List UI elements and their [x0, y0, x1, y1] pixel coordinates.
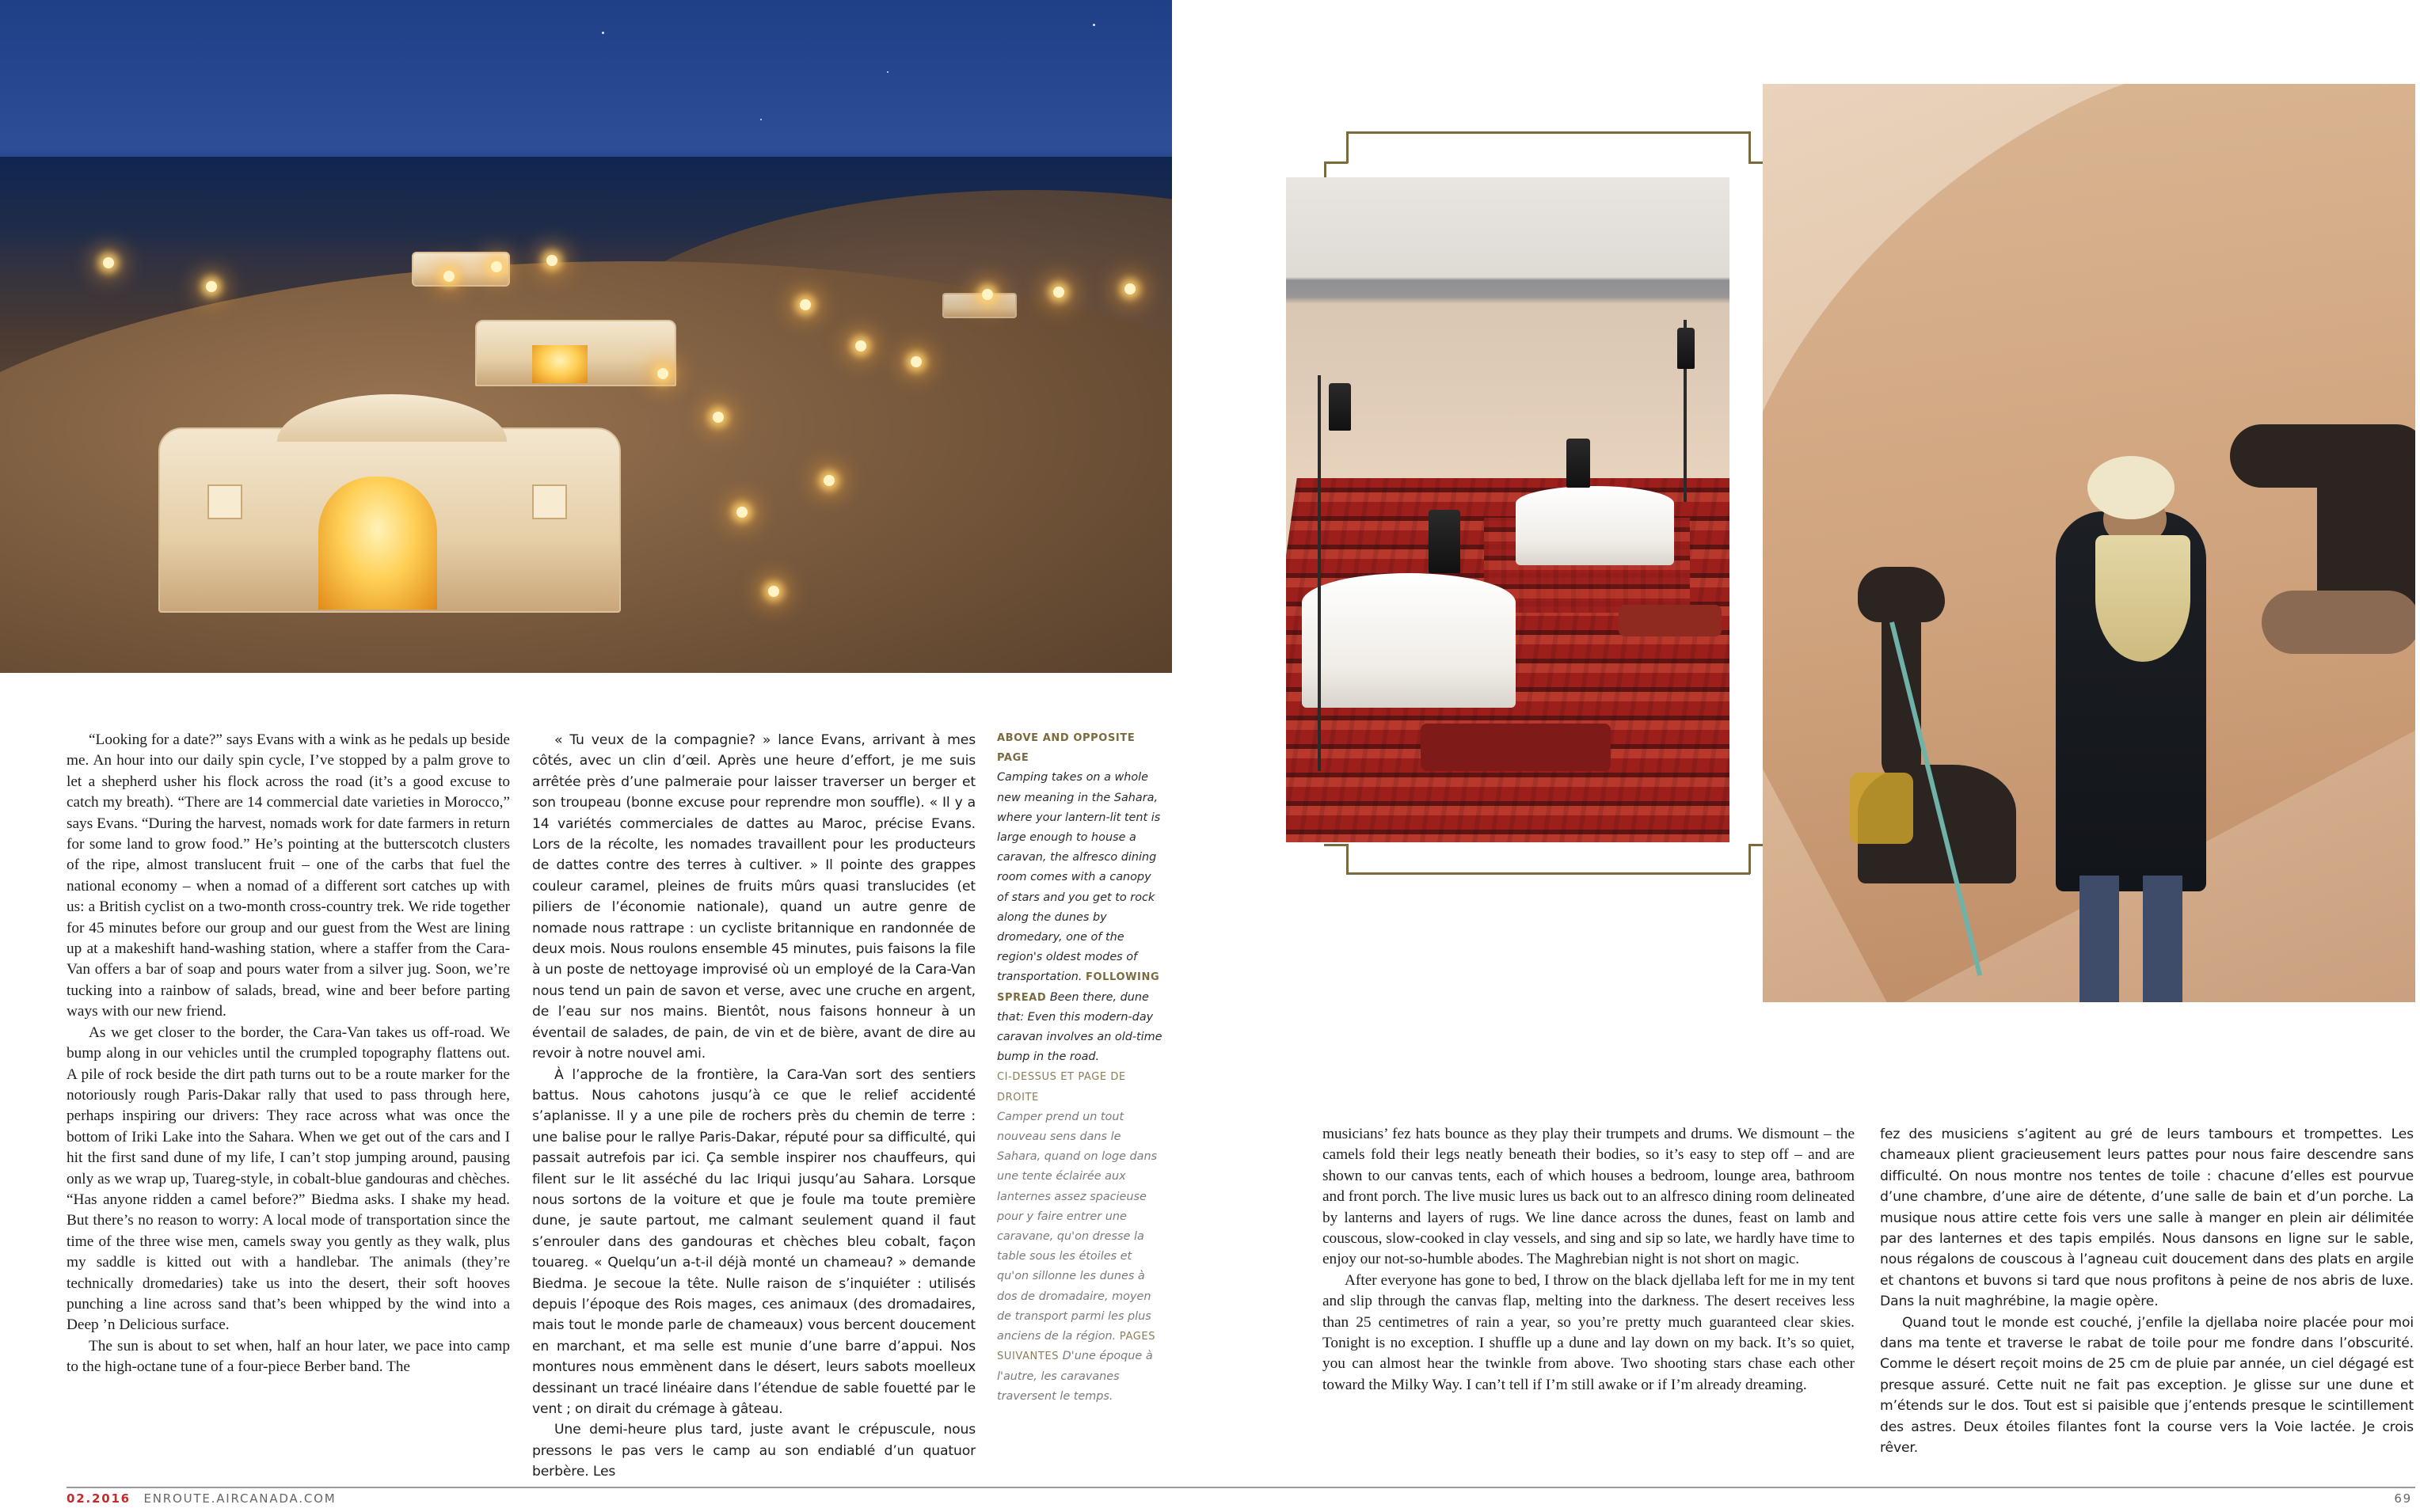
tent-door — [532, 345, 588, 383]
tent-window — [532, 484, 567, 519]
paragraph: « Tu veux de la compagnie? » lance Evans, arrivant à mes côtés, avec un clin d’œil. Après une heure d’effort, je me suis arrêtée près d’une palmeraie pour laisser traverser un berger et son troupeau (bonne excuse pour reprendre mon souffle). « Il y a 14 variétés commerciales de dattes au Maroc, précise Evans. Lors de la récolte, les nomades travaillent pour les producteurs de dattes contre des terres à cultiver. » Il pointe des grappes couleur caramel, pleines de fruits mûrs quasi translucides (et piliers de l’économie nationale), quand un autre genre de nomade nous rattrape : un cycliste britannique en randonnée de deux mois. Nous roulons ensemble 45 minutes, puis faisons la file à un poste de nettoyage improvisé où un employé de la Cara-Van nous tend un pain de savon et verse, avec une cruche en argent, de l’eau sur nos mains. Bientôt, nous faisons honneur à un éventail de salades, de pain, de vin et de bière, avant de dire au revoir à notre nouvel ami. — [532, 732, 976, 1062]
lantern-icon — [1566, 439, 1590, 488]
herder-leg — [2143, 876, 2182, 1002]
tent-window — [207, 484, 242, 519]
camel-head — [1858, 567, 1945, 622]
star — [1093, 24, 1095, 26]
frame-line-corner — [1324, 161, 1326, 177]
herder-scarf — [2095, 535, 2190, 662]
footer-left — [67, 1491, 336, 1506]
floor-cushion — [1421, 724, 1611, 771]
lantern-light — [736, 507, 748, 518]
footer-rule — [67, 1487, 2415, 1488]
lantern-light — [1053, 287, 1064, 298]
lantern-light — [103, 257, 114, 268]
paragraph: As we get closer to the border, the Cara-Van takes us off-road. We bump along in our vehicles until the crumpled topography flattens out. A pile of rock beside the dirt path turns out to be a route marker for the notoriously rough Paris-Dakar rally that used to pass through here, perhaps inspiring our drivers: They race across what was once the bottom of Iriki Lake into the Sahara. When we get out of the cars and I hit the first sand dune of my life, I can’t stop jumping around, pausing only as we wrap up, Tuareg-style, in cobalt-blue gandouras and chèches. “Has anyone ridden a camel before?” Biedma asks. I shake my head. But there’s no reason to worry: A local mode of transportation since the time of the three wise men, camels sway you gently as they walk, plus my saddle is kitted out with a handlebar. The animals (they’re technically dromedaries) take us into the desert, their soft hooves punching a line across sand that’s been whipped by the wind into a Deep ’n Delicious surface. — [67, 1024, 510, 1334]
frame-line-corner — [1748, 844, 1751, 874]
lantern-pole — [1318, 375, 1321, 771]
lantern-light — [206, 281, 217, 292]
caption-body-fr-2: D'une époque à l'autre, les caravanes traversent le temps. — [997, 1350, 1153, 1403]
lantern-light — [855, 340, 866, 351]
article-column-en-left — [67, 730, 510, 1378]
dining-setup-photo — [1286, 177, 1729, 842]
front-tent — [158, 427, 621, 613]
caption-heading-fr: CI-DESSUS ET PAGE DE DROITE — [997, 1071, 1126, 1104]
tent-door — [318, 477, 437, 610]
floor-cushion — [1619, 605, 1722, 636]
paragraph: À l’approche de la frontière, la Cara-Van sort des sentiers battus. Nous cahotons jusqu’à ce que le relief accidenté s’aplanisse. Il y a une pile de rochers près du chemin de terre : une balise pour le rallye Paris-Dakar, réputé pour sa difficulté, qui passait autrefois par ici. Ça semble inspirer nos chauffeurs, qui filent sur le lit asséché du lac Iriqui jusqu’au Sahara. Lorsque nous sortons de la voiture et que je foule ma toute première dune, je saute partout, me calmant seulement quand il faut s’enrouler dans des gandouras et chèches bleu cobalt, façon touareg. « Quelqu’un a-t-il déjà monté un chameau? » demande Biedma. Je secoue la tête. Nulle raison de s’inquiéter : utilisés depuis l’époque des Rois mages, ces animaux (des dromadaires, mais tout le monde parle de chameaux) vous bercent doucement en marchant, et ma selle est munie d’une barre d’appui. Nos montures nous emmènent dans le désert, leurs sabots moelleux dessinant un tracé linéaire dans l’étendue de sable fouetté par le vent ; on dirait du crémage à gâteau. — [532, 1066, 976, 1417]
camel-herder-photo — [1763, 84, 2415, 1002]
caption-heading-en-2: FOLLOWING SPREAD — [997, 971, 1160, 1004]
caption-heading-fr-2: PAGES SUIVANTES — [997, 1331, 1156, 1363]
photo-caption — [997, 728, 1165, 1407]
lantern-light — [657, 368, 668, 379]
herder-leg — [2079, 876, 2119, 1002]
frame-line-corner — [1748, 131, 1751, 163]
lantern-light — [1124, 283, 1136, 294]
page-number: 69 — [2394, 1491, 2412, 1506]
frame-line-corner — [1346, 131, 1349, 163]
night-camp-photo — [0, 0, 1172, 673]
lantern-light — [800, 299, 811, 310]
paragraph: “Looking for a date?” says Evans with a wink as he pedals up beside me. An hour into our daily spin cycle, I’ve stopped by a palm grove to let a shepherd usher his flock across the road (it’s a good excuse to catch my breath). “There are 14 commercial date varieties in Morocco,” says Evans. “During the harvest, nomads work for date farmers in return for some land to grow food.” He’s pointing at the butterscotch clusters of the ripe, almost translucent fruit – one of the carbs that fuel the national economy – when a nomad of a different sort catches up with us: a British cyclist on a two-month cross-country trek. We ride together for 45 minutes before our group and our guest from the West are lining up at a makeshift hand-washing station, where a staffer from the Cara-Van offers a bar of soap and pours water from a silver jug. Soon, we’re tucking into a rainbow of salads, bread, wine and beer before parting ways with our new friend. — [67, 731, 510, 1020]
lantern-light — [982, 289, 993, 300]
paragraph: After everyone has gone to bed, I throw on the black djellaba left for me in my tent and slip through the canvas flap, melting into the darkness. The desert receives less than 25 centimetres of rain a year, so you’re pretty much guaranteed clear skies. Tonight is no exception. I shuffle up a dune and lay down on my back. It’s so quiet, you can almost hear the twinkle from above. Two shooting stars chase each other toward the Milky Way. I can’t tell if I’m still awake or if I’m already dreaming. — [1322, 1271, 1855, 1393]
star — [760, 119, 762, 120]
frame-line-corner — [1324, 844, 1348, 846]
issue-date: 02.2016 — [67, 1491, 131, 1506]
frame-line-corner — [1346, 844, 1349, 874]
paragraph: fez des musiciens s’agitent au gré de leurs tambours et trompettes. Les chameaux plient gracieusement leurs pattes pour nous faire descendre sans difficulté. On nous montre nos tentes de toile : chacune d’elles est pourvue d’une chambre, d’une aire de détente, d’une salle de bain et d’un porche. La musique nous attire cette fois vers une salle à manger en plein air délimitée par des lanternes et des tapis empilés. Nous dansons en ligne sur le sable, nous régalons de couscous à l’agneau cuit doucement dans des plats en argile et chantons et buvons si tard que nous profitons à peine de nos abris de luxe. Dans la nuit maghrébine, la magie opère. — [1880, 1126, 2414, 1310]
lantern-light — [713, 412, 724, 423]
article-column-en-right — [1322, 1124, 1855, 1396]
lantern-light — [824, 475, 835, 486]
caption-body-fr: Camper prend un tout nouveau sens dans le Sahara, quand on loge dans une tente éclairée aux lanternes assez spacieuse pour y faire entrer une caravane, qu'on dresse la table sous les étoiles et qu'on sillonne les dunes à dos de dromadaire, moyen de transport parmi les plus anciens de la région. — [997, 1110, 1158, 1343]
lantern-light — [768, 586, 779, 597]
second-camel-head — [2262, 591, 2415, 654]
lantern-icon — [1329, 383, 1351, 431]
star — [887, 71, 888, 73]
lantern-light — [443, 271, 455, 282]
frame-line-top — [1346, 131, 1750, 134]
lantern-light — [546, 255, 557, 266]
frame-line-corner — [1324, 161, 1348, 164]
paragraph: Une demi-heure plus tard, juste avant le crépuscule, nous pressons le pas vers le camp au son endiablé d’un quatuor berbère. Les — [532, 1422, 976, 1480]
caption-body-en: Camping takes on a whole new meaning in the Sahara, where your lantern-lit tent is large enough to house a caravan, the alfresco dining room comes with a canopy of stars and you get to rock along the dunes by dromedary, one of the region's oldest modes of transportation. — [997, 771, 1161, 984]
paragraph: musicians’ fez hats bounce as they play their trumpets and drums. We dismount – the camels fold their legs neatly beneath their bodies, so it’s easy to step off – and are shown to our canvas tents, each of which houses a bedroom, lounge area, bathroom and front porch. The live music lures us back out to an alfresco dining room delineated by lanterns and layers of rugs. We line dance across the dunes, feast on lamb and couscous, slow-cooked in clay vessels, and sing and sip so late, we hardly have time to enjoy our not-so-humble abodes. The Maghrebian night is not short on magic. — [1322, 1126, 1855, 1268]
dining-table — [1302, 573, 1516, 708]
star — [602, 32, 604, 34]
caption-heading-en: ABOVE AND OPPOSITE PAGE — [997, 732, 1136, 765]
dining-table — [1516, 486, 1674, 565]
lantern-light — [491, 261, 502, 272]
paragraph: Quand tout le monde est couché, j’enfile la djellaba noire placée pour moi dans ma tente et traverse le rabat de toile pour me fondre dans l’obscurité. Comme le désert reçoit moins de 25 cm de pluie par année, un ciel dégagé est presque assuré. Cette nuit ne fait pas exception. Je glisse sur une dune et m’étends sur le dos. Tout est si paisible que j’entends presque le scintillement des astres. Deux étoiles filantes font la course vers la Voie lactée. Je crois rêver. — [1880, 1314, 2414, 1457]
article-column-fr-left — [532, 730, 976, 1483]
lantern-light — [911, 356, 922, 367]
distant-tent — [942, 293, 1017, 318]
paragraph: The sun is about to set when, half an hour later, we pace into camp to the high-octane tune of a four-piece Berber band. The — [67, 1337, 510, 1376]
article-column-fr-right — [1880, 1124, 2414, 1459]
footer-site[interactable]: ENROUTE.AIRCANADA.COM — [143, 1491, 337, 1506]
herder-turban — [2087, 456, 2175, 519]
camel-saddle — [1850, 773, 1913, 844]
lantern-icon — [1677, 328, 1695, 369]
middle-tent — [475, 320, 676, 386]
frame-line-bottom — [1346, 872, 1750, 875]
lantern-icon — [1429, 510, 1460, 573]
caption-body-en-2: Been there, dune that: Even this modern-day caravan involves an old-time bump in the road. — [997, 990, 1162, 1064]
